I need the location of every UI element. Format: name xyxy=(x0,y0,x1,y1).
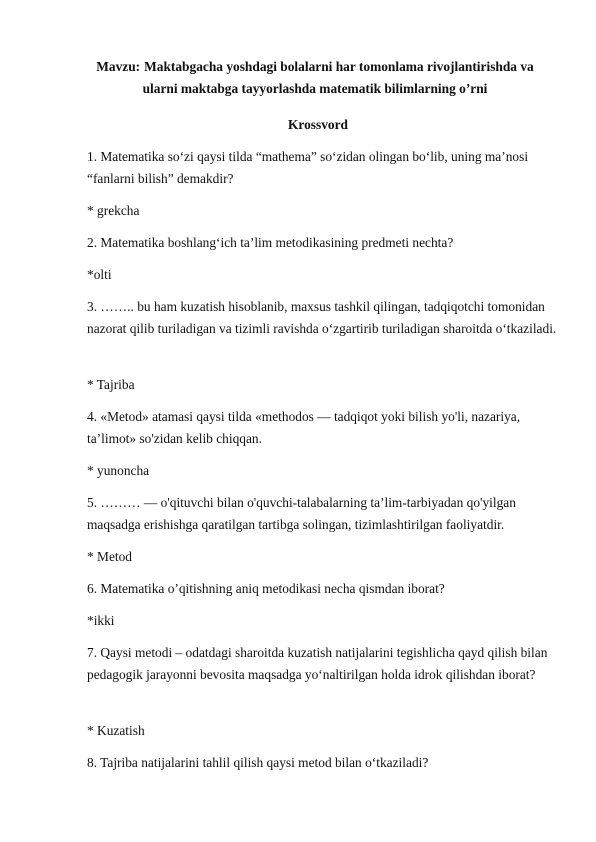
question-4: 4. «Metod» atamasi qaysi tilda «methodos — tadqiqot yoki bilish yo'li, nazariya, ta’limot» so'zidan kelib chiqqan. xyxy=(87,409,521,446)
question-6: 6. Matematika o’qitishning aniq metodikasi necha qismdan iborat? xyxy=(87,581,445,596)
answer-6: *ikki xyxy=(87,613,115,628)
question-3: 3. …….. bu ham kuzatish hisoblanib, maxsus tashkil qilingan, tadqiqotchi tomonidan nazorat qilib turiladigan va tizimli ravishda o‘zgartirib turiladigan sharoitda o‘tkaziladi. xyxy=(87,299,557,336)
answer-7: * Kuzatish xyxy=(87,723,145,738)
answer-4: * yunoncha xyxy=(87,463,150,478)
question-5: 5. ……… — o'qituvchi bilan o'quvchi-talabalarning ta’lim-tarbiyadan qo'yilgan maqsadga erishishga qaratilgan tartibga solingan, tizimlashtirilgan faoliyatdir. xyxy=(87,495,516,532)
answer-5: * Metod xyxy=(87,549,133,564)
question-8: 8. Tajriba natijalarini tahlil qilish qaysi metod bilan o‘tkaziladi? xyxy=(87,755,429,770)
title-lead: Mavzu: xyxy=(96,59,141,74)
question-2: 2. Matematika boshlang‘ich ta’lim metodikasining predmeti nechta? xyxy=(87,235,454,250)
document-subtitle: Krossvord xyxy=(287,117,349,132)
answer-1: * grekcha xyxy=(87,203,140,218)
answer-3: * Tajriba xyxy=(87,377,135,392)
question-1: 1. Matematika so‘zi qaysi tilda “mathema” so‘zidan olingan bo‘lib, uning ma’nosi “fanlarni bilish” demakdir? xyxy=(87,149,529,186)
question-7: 7. Qaysi metodi – odatdagi sharoitda kuzatish natijalarini tegishlicha qayd qilish bilan pedagogik jarayonni bevosita maqsadga yo‘naltirilgan holda idrok qilishdan iborat? xyxy=(87,645,548,682)
title-rest: Maktabgacha yoshdagi bolalarni har tomonlama rivojlantirishda va ularni maktabga tayyorlashda matematik bilimlarning o’rni xyxy=(142,59,534,96)
answer-2: *olti xyxy=(87,267,112,282)
document-title xyxy=(80,56,550,100)
